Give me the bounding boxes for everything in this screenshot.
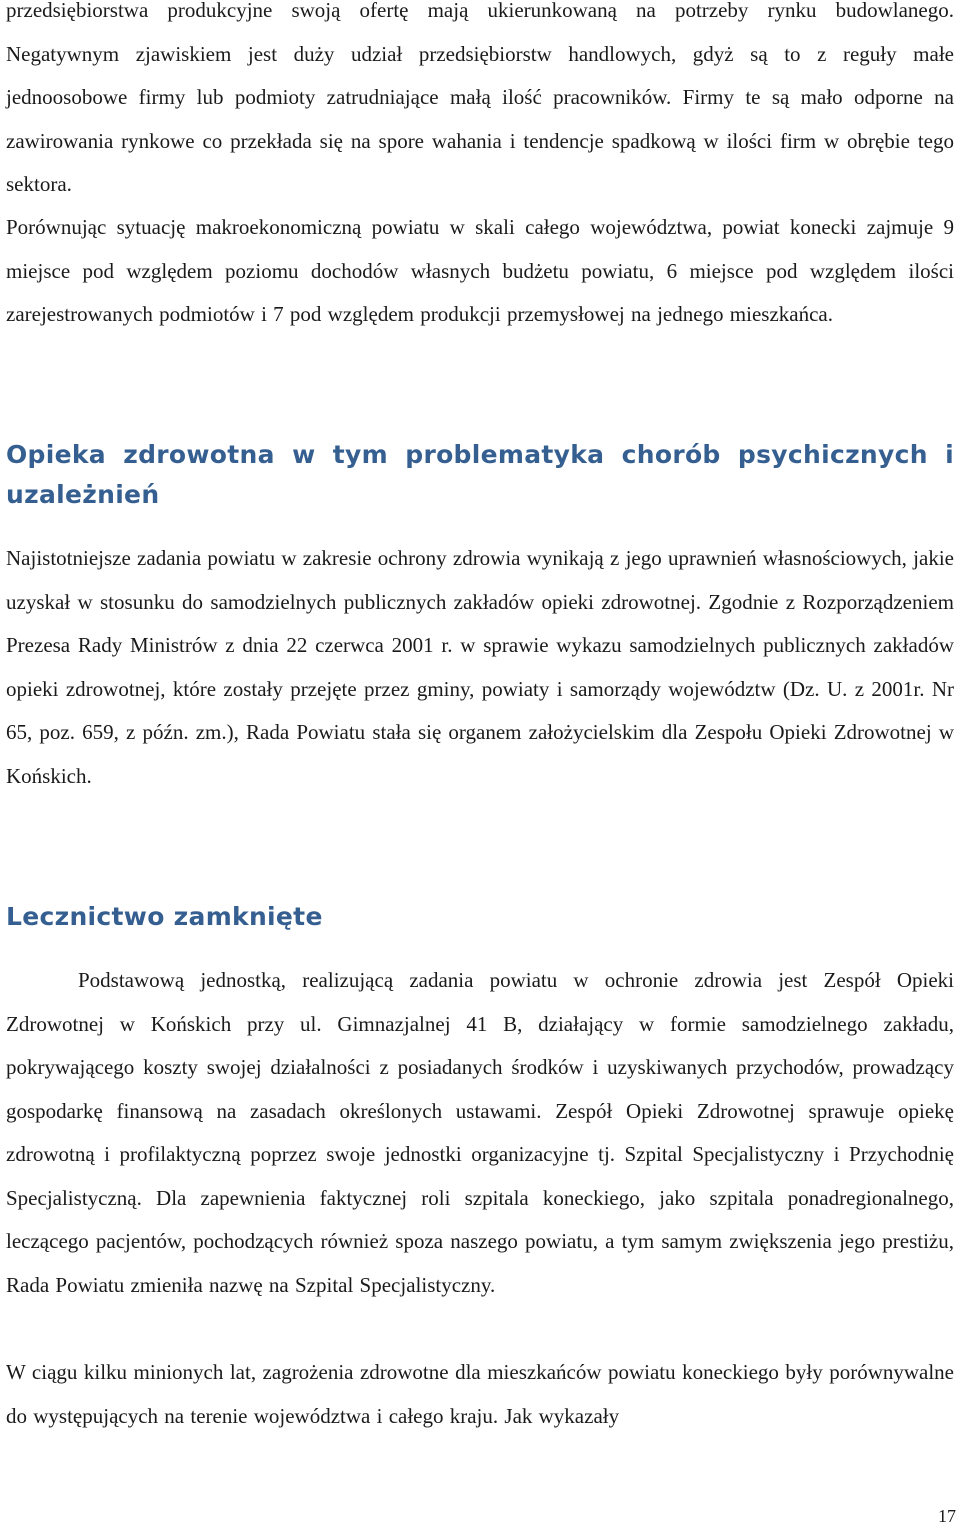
paragraph-health-threats: W ciągu kilku minionych lat, zagrożenia zdrowotne dla mieszkańców powiatu koneckiego były porównywalne do występujących na terenie województwa i całego kraju. Jak wykazały [6,1360,954,1428]
paragraph-enterprises: przedsiębiorstwa produkcyjne swoją ofertę mają ukierunkowaną na potrzeby rynku budowlanego. Negatywnym zjawiskiem jest duży udział przedsiębiorstw handlowych, gdyż są to z reguły małe jednoosobowe firmy lub podmioty zatrudniające małą ilość pracowników. Firmy te są mało odporne na zawirowania rynkowe co przekłada się na spore wahania i tendencje spadkową w ilości firm w obrębie tego sektora. [6,0,954,196]
heading-healthcare: Opieka zdrowotna w tym problematyka chorób psychicznych i uzależnień [6,440,954,509]
page-number: 17 [938,1506,956,1526]
paragraph-macroeconomic: Porównując sytuację makroekonomiczną powiatu w skali całego województwa, powiat konecki zajmuje 9 miejsce pod względem poziomu dochodów własnych budżetu powiatu, 6 miejsce pod względem ilości zarejestrowanych podmiotów i 7 pod względem produkcji przemysłowej na jednego mieszkańca. [6,215,954,326]
heading-inpatient-care: Lecznictwo zamknięte [6,902,323,931]
paragraph-health-tasks: Najistotniejsze zadania powiatu w zakresie ochrony zdrowia wynikają z jego uprawnień własnościowych, jakie uzyskał w stosunku do samodzielnych publicznych zakładów opieki zdrowotnej. Zgodnie z Rozporządzeniem Prezesa Rady Ministrów z dnia 22 czerwca 2001 r. w sprawie wykazu samodzielnych publicznych zakładów opieki zdrowotnej, które zostały przejęte przez gminy, powiaty i samorządy województw (Dz. U. z 2001r. Nr 65, poz. 659, z późn. zm.), Rada Powiatu stała się organem założycielskim dla Zespołu Opieki Zdrowotnej w Końskich. [6,546,954,788]
paragraph-health-unit: Podstawową jednostką, realizującą zadania powiatu w ochronie zdrowia jest Zespół Opieki Zdrowotnej w Końskich przy ul. Gimnazjalnej 41 B, działający w formie samodzielnego zakładu, pokrywającego koszty swojej działalności z posiadanych środków i uzyskiwanych przychodów, prowadzący gospodarkę finansową na zasadach określonych ustawami. Zespół Opieki Zdrowotnej sprawuje opiekę zdrowotną i profilaktyczną poprzez swoje jednostki organizacyjne tj. Szpital Specjalistyczny i Przychodnię Specjalistyczną. Dla zapewnienia faktycznej roli szpitala koneckiego, jako szpitala ponadregionalnego, leczącego pacjentów, pochodzących również spoza naszego powiatu, a tym samym zwiększenia jego prestiżu, Rada Powiatu zmieniła nazwę na Szpital Specjalistyczny. [6,968,954,1297]
